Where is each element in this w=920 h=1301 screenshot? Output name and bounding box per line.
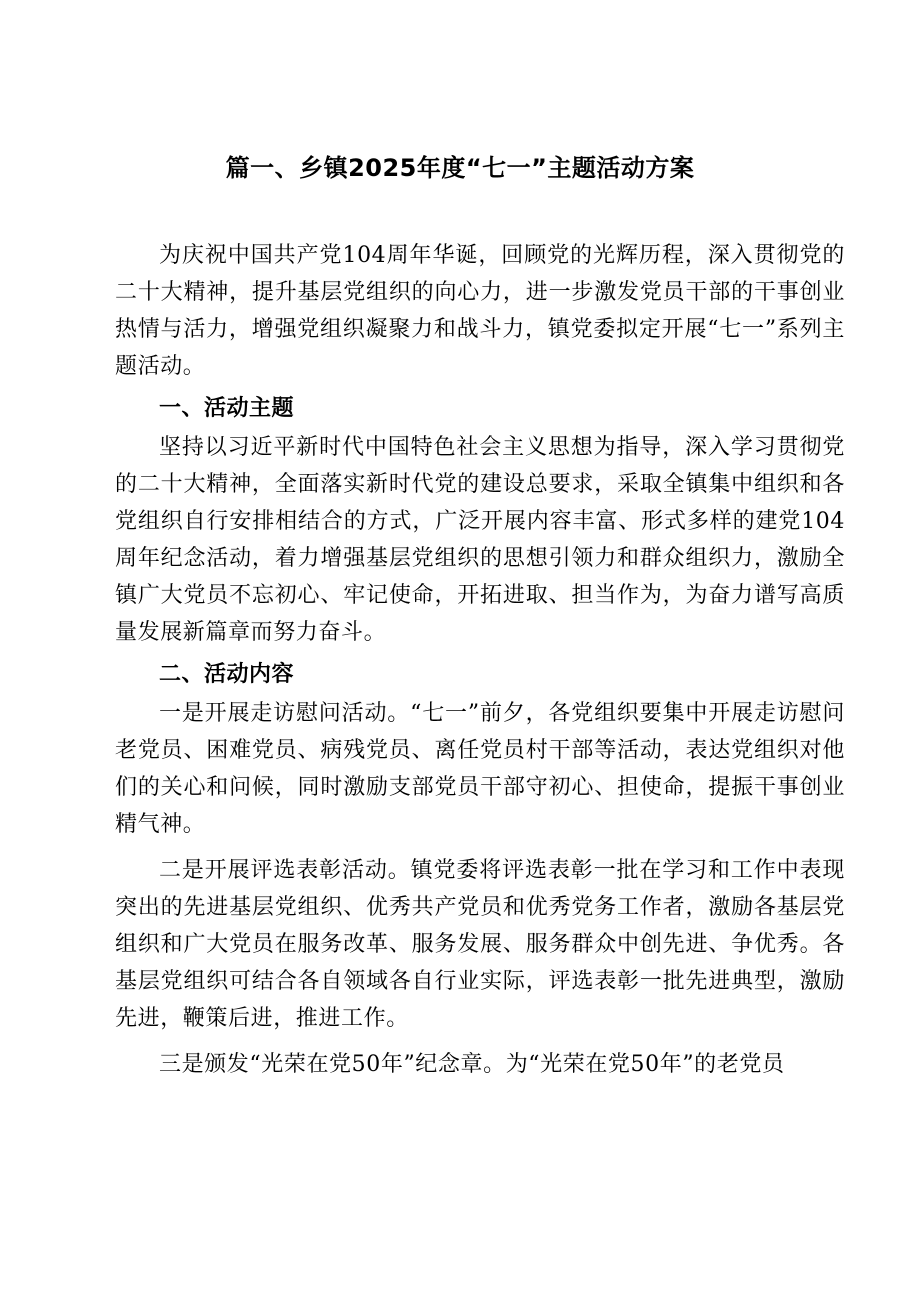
theme-paragraph: 坚持以习近平新时代中国特色社会主义思想为指导，深入学习贯彻党的二十大精神，全面落实新时代党的建设总要求，采取全镇集中组织和各党组织自行安排相结合的方式，广泛开展内容丰富、形式多样的建党104周年纪念活动，着力增强基层党组织的思想引领力和群众组织力，激励全镇广大党员不忘初心、牢记使命，开拓进取、担当作为，为奋力谱写高质量发展新篇章而努力奋斗。	[115, 435, 845, 645]
document-title: 篇一、乡镇2025年度“七一”主题活动方案	[225, 154, 695, 182]
document-body	[115, 237, 845, 1083]
section-heading-theme: 一、活动主题	[159, 396, 295, 421]
content-paragraph-visits: 一是开展走访慰问活动。“七一”前夕，各党组织要集中开展走访慰问老党员、困难党员、病残党员、离任党员村干部等活动，表达党组织对他们的关心和问候，同时激励支部党员干部守初心、担使命，提振干事创业精气神。	[115, 701, 845, 837]
content-paragraph-medals: 三是颁发“光荣在党50年”纪念章。为“光荣在党50年”的老党员	[159, 1052, 785, 1077]
content-paragraph-awards: 二是开展评选表彰活动。镇党委将评选表彰一批在学习和工作中表现突出的先进基层党组织、优秀共产党员和优秀党务工作者，激励各基层党组织和广大党员在服务改革、服务发展、服务群众中创先进、争优秀。各基层党组织可结合各自领域各自行业实际，评选表彰一批先进典型，激励先进，鞭策后进，推进工作。	[115, 858, 845, 1031]
section-heading-content: 二、活动内容	[159, 662, 295, 687]
intro-paragraph: 为庆祝中国共产党104周年华诞，回顾党的光辉历程，深入贯彻党的二十大精神，提升基层党组织的向心力，进一步激发党员干部的干事创业热情与活力，增强党组织凝聚力和战斗力，镇党委拟定开展“七一”系列主题活动。	[115, 243, 845, 379]
